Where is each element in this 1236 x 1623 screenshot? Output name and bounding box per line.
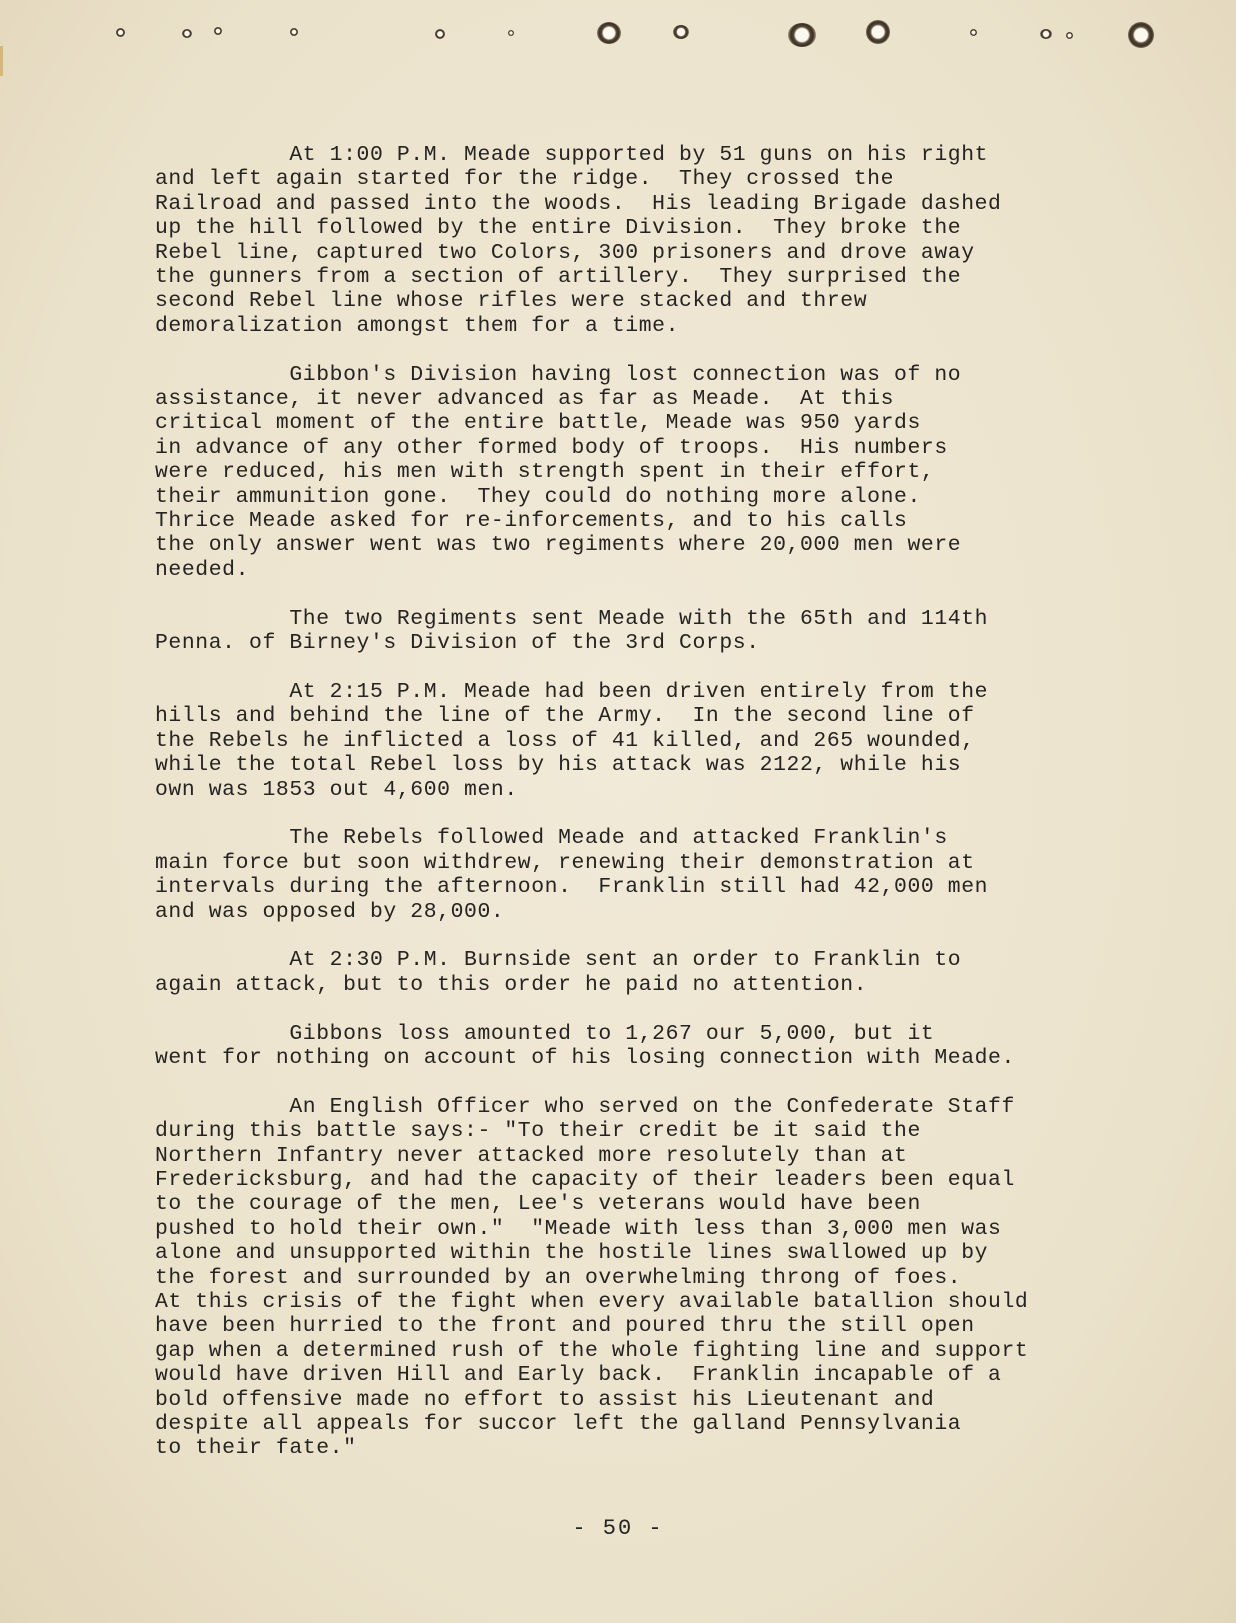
paragraph: The Rebels followed Meade and attacked Franklin's main force but soon withdrew, renewing their demonstration at intervals during the afternoon. Franklin still had 42,000 men and was opposed by 28,000. (155, 826, 989, 924)
punch-hole (508, 30, 514, 36)
page-number: - 50 - (572, 1516, 664, 1541)
paragraph: At 2:30 P.M. Burnside sent an order to Franklin to again attack, but to this order he paid no attention. (155, 948, 962, 997)
punch-holes (0, 22, 1236, 52)
punch-hole (788, 23, 816, 47)
margin-mark (0, 46, 3, 76)
punch-hole (1040, 29, 1052, 39)
punch-hole (435, 29, 445, 39)
punch-hole (116, 28, 125, 37)
punch-hole (1128, 22, 1154, 48)
punch-hole (673, 25, 689, 39)
paragraph: Gibbons loss amounted to 1,267 our 5,000, but it went for nothing on account of his losing connection with Meade. (155, 1021, 1015, 1070)
punch-hole (182, 29, 192, 38)
punch-hole (597, 22, 621, 44)
paragraph: At 1:00 P.M. Meade supported by 51 guns on his right and left again started for the ridge. They crossed the Railroad and passed into the woods. His leading Brigade dashed up the hill followed by the entire Division. They broke the Rebel line, captured two Colors, 300 prisoners and drove away the gunners from a section of artillery. They surprised the second Rebel line whose rifles were stacked and threw demoralization amongst them for a time. (155, 143, 1002, 338)
paragraph: Gibbon's Division having lost connection was of no assistance, it never advanced as far as Meade. At this critical moment of the entire battle, Meade was 950 yards in advance of any other formed body of troops. His numbers were reduced, his men with strength spent in their effort, their ammunition gone. They could do nothing more alone. Thrice Meade asked for re-inforcements, and to his calls the only answer went was two regiments where 20,000 men were needed. (155, 362, 962, 582)
punch-hole (1066, 32, 1073, 39)
punch-hole (970, 29, 977, 36)
body-text (155, 143, 1125, 1485)
punch-hole (214, 27, 222, 35)
paragraph: An English Officer who served on the Confederate Staff during this battle says:- "To their credit be it said the Northern Infantry never attacked more resolutely than at Fredericksburg, and had the capacity of their leaders been equal to the courage of the men, Lee's veterans would have been pushed to hold their own." "Meade with less than 3,000 men was alone and unsupported within the hostile lines swallowed up by the forest and surrounded by an overwhelming throng of foes. At this crisis of the fight when every available batallion should have been hurried to the front and poured thru the still open gap when a determined rush of the whole fighting line and support would have driven Hill and Early back. Franklin incapable of a bold offensive made no effort to assist his Lieutenant and despite all appeals for succor left the galland Pennsylvania to their fate." (155, 1094, 1029, 1461)
punch-hole (290, 28, 298, 36)
punch-hole (866, 20, 890, 44)
paragraph: The two Regiments sent Meade with the 65th and 114th Penna. of Birney's Division of the 3rd Corps. (155, 606, 989, 656)
paragraph: At 2:15 P.M. Meade had been driven entirely from the hills and behind the line of the Army. In the second line of the Rebels he inflicted a loss of 41 killed, and 265 wounded, while the total Rebel loss by his attack was 2122, while his own was 1853 out 4,600 men. (155, 679, 989, 802)
